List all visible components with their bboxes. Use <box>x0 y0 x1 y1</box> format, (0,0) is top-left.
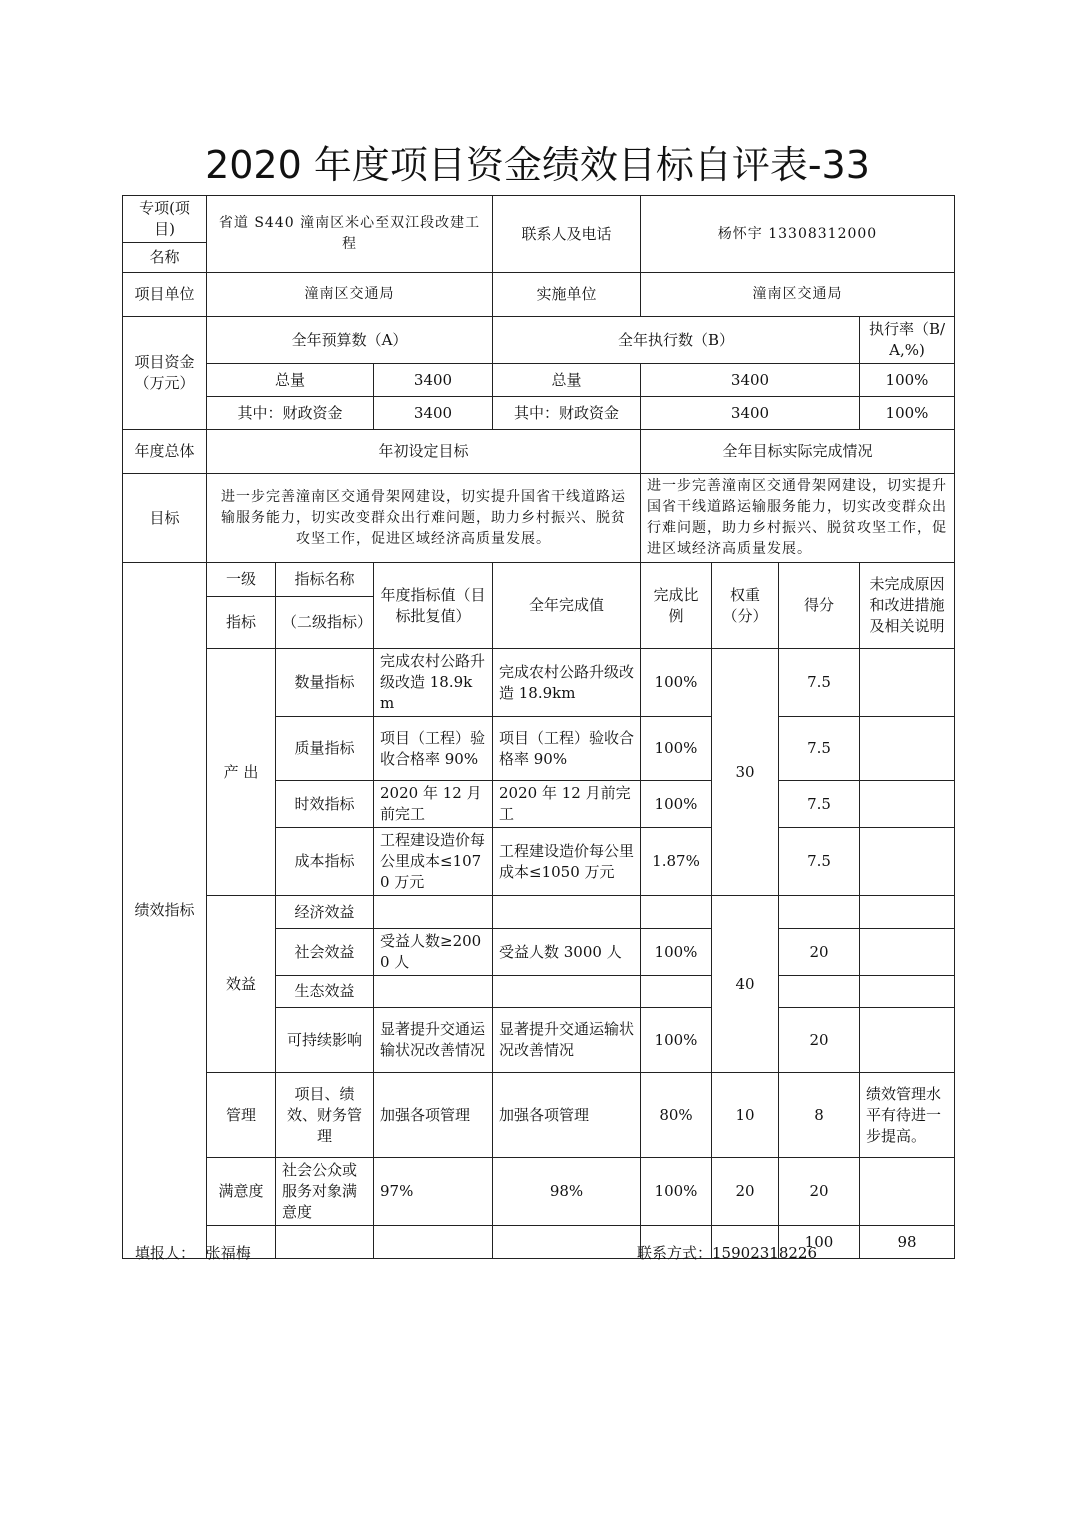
indicator-score <box>779 976 860 1008</box>
indicator-name: 可持续影响 <box>276 1008 374 1073</box>
funds-rate: 100% <box>860 364 955 397</box>
filler-label: 填报人： <box>135 1244 196 1262</box>
indicator-ratio: 100% <box>641 1158 712 1226</box>
indicator-ratio: 100% <box>641 717 712 781</box>
indicator-name: 时效指标 <box>276 781 374 828</box>
indicator-name-header-a: 指标名称 <box>276 563 374 597</box>
contact-label: 联系人及电话 <box>493 196 641 273</box>
indicator-actual <box>493 976 641 1008</box>
footer-contact-label: 联系方式： <box>637 1244 713 1262</box>
indicator-score: 7.5 <box>779 649 860 717</box>
indicator-score: 7.5 <box>779 828 860 896</box>
indicator-ratio <box>641 896 712 929</box>
indicator-ratio: 80% <box>641 1073 712 1158</box>
evaluation-table <box>122 195 955 1259</box>
page-title: 2020 年度项目资金绩效目标自评表-33 <box>205 143 870 187</box>
indicator-score: 20 <box>779 1008 860 1073</box>
indicator-actual: 2020 年 12 月前完工 <box>493 781 641 828</box>
note-header: 未完成原因和改进措施及相关说明 <box>860 563 955 649</box>
impl-unit-value: 潼南区交通局 <box>641 273 955 317</box>
table-row <box>123 1158 955 1226</box>
indicator-target: 工程建设造价每公里成本≤1070 万元 <box>374 828 493 896</box>
funds-row-total <box>123 364 955 397</box>
indicator-target: 项目（工程）验收合格率 90% <box>374 717 493 781</box>
indicator-actual: 显著提升交通运输状况改善情况 <box>493 1008 641 1073</box>
funds-rate: 100% <box>860 397 955 430</box>
indicator-note <box>860 649 955 717</box>
project-name-label: 专项(项目) <box>123 196 207 243</box>
indicator-score: 7.5 <box>779 781 860 828</box>
project-unit-label: 项目单位 <box>123 273 207 317</box>
exec-header: 全年执行数（B） <box>493 317 860 364</box>
indicator-name: 社会公众或服务对象满意度 <box>276 1158 374 1226</box>
indicator-name: 质量指标 <box>276 717 374 781</box>
table-row <box>123 896 955 929</box>
actual-goal-header: 全年目标实际完成情况 <box>641 430 955 474</box>
indicator-target: 97% <box>374 1158 493 1226</box>
funds-label-a: 其中：财政资金 <box>207 397 374 430</box>
indicator-name-header-b: （二级指标） <box>276 597 374 649</box>
indicator-target <box>374 896 493 929</box>
indicator-target: 完成农村公路升级改造 18.9km <box>374 649 493 717</box>
indicator-note <box>860 929 955 976</box>
score-header: 得分 <box>779 563 860 649</box>
satis-label: 满意度 <box>207 1158 276 1226</box>
funds-value-a: 3400 <box>374 364 493 397</box>
indicator-actual: 项目（工程）验收合格率 90% <box>493 717 641 781</box>
benefit-weight: 40 <box>712 896 779 1073</box>
indicator-actual <box>493 896 641 929</box>
budget-header: 全年预算数（A） <box>207 317 493 364</box>
table-row <box>123 649 955 717</box>
total-weight: 100 <box>779 1226 860 1259</box>
indicator-actual: 加强各项管理 <box>493 1073 641 1158</box>
actual-goal-text: 进一步完善潼南区交通骨架网建设，切实提升国省干线道路运输服务能力，切实改变群众出行难问题，助力乡村振兴、脱贫攻坚工作，促进区域经济高质量发展。 <box>641 474 955 563</box>
project-unit-value: 潼南区交通局 <box>207 273 493 317</box>
indicator-actual: 98% <box>493 1158 641 1226</box>
indicator-note <box>860 828 955 896</box>
benefit-label: 效益 <box>207 896 276 1073</box>
indicator-target: 2020 年 12 月前完工 <box>374 781 493 828</box>
funds-label: 项目资金（万元） <box>123 317 207 430</box>
contact-value: 杨怀宇 13308312000 <box>641 196 955 273</box>
indicator-actual: 受益人数 3000 人 <box>493 929 641 976</box>
indicator-target: 受益人数≥2000 人 <box>374 929 493 976</box>
perf-label: 绩效指标 <box>123 563 207 1259</box>
indicator-actual: 完成农村公路升级改造 18.9km <box>493 649 641 717</box>
indicator-name: 数量指标 <box>276 649 374 717</box>
project-name-value: 省道 S440 潼南区米心至双江段改建工程 <box>207 196 493 273</box>
goal-label: 目标 <box>123 474 207 563</box>
indicator-target: 加强各项管理 <box>374 1073 493 1158</box>
indicator-name: 成本指标 <box>276 828 374 896</box>
filler-info <box>135 1243 251 1263</box>
contact-info <box>637 1243 817 1263</box>
indicator-score: 20 <box>779 1158 860 1226</box>
indicator-note <box>860 976 955 1008</box>
indicator-ratio: 100% <box>641 1008 712 1073</box>
indicator-name: 社会效益 <box>276 929 374 976</box>
footer-contact-value: 15902318226 <box>712 1244 817 1262</box>
annual-label: 年度总体 <box>123 430 207 474</box>
table-row <box>123 1073 955 1158</box>
indicator-score: 8 <box>779 1073 860 1158</box>
funds-row-fiscal <box>123 397 955 430</box>
mgmt-label: 管理 <box>207 1073 276 1158</box>
indicator-target <box>374 976 493 1008</box>
indicator-ratio: 1.87% <box>641 828 712 896</box>
indicator-name: 项目、绩效、财务管理 <box>276 1073 374 1158</box>
project-name-label-2: 名称 <box>123 243 207 273</box>
impl-unit-label: 实施单位 <box>493 273 641 317</box>
indicator-note <box>860 1008 955 1073</box>
funds-label-b: 其中：财政资金 <box>493 397 641 430</box>
annual-value-header: 年度指标值（目标批复值） <box>374 563 493 649</box>
indicator-name: 经济效益 <box>276 896 374 929</box>
indicator-note <box>860 781 955 828</box>
filler-name: 张福梅 <box>205 1244 251 1262</box>
indicator-note <box>860 896 955 929</box>
output-weight: 30 <box>712 649 779 896</box>
total-score: 98 <box>860 1226 955 1259</box>
mgmt-weight: 10 <box>712 1073 779 1158</box>
satis-weight: 20 <box>712 1158 779 1226</box>
indicator-ratio: 100% <box>641 649 712 717</box>
level1-header-b: 指标 <box>207 597 276 649</box>
indicator-note: 绩效管理水平有待进一步提高。 <box>860 1073 955 1158</box>
indicator-score: 20 <box>779 929 860 976</box>
funds-label-a: 总量 <box>207 364 374 397</box>
indicator-ratio: 100% <box>641 929 712 976</box>
initial-goal-text: 进一步完善潼南区交通骨架网建设，切实提升国省干线道路运输服务能力，切实改变群众出行难问题，助力乡村振兴、脱贫攻坚工作，促进区域经济高质量发展。 <box>207 474 641 563</box>
rate-header: 执行率（B/A,%) <box>860 317 955 364</box>
output-label: 产 出 <box>207 649 276 896</box>
indicator-note <box>860 717 955 781</box>
indicator-name: 生态效益 <box>276 976 374 1008</box>
indicator-target: 显著提升交通运输状况改善情况 <box>374 1008 493 1073</box>
funds-label-b: 总量 <box>493 364 641 397</box>
indicator-actual: 工程建设造价每公里成本≤1050 万元 <box>493 828 641 896</box>
indicator-ratio: 100% <box>641 781 712 828</box>
complete-value-header: 全年完成值 <box>493 563 641 649</box>
initial-goal-header: 年初设定目标 <box>207 430 641 474</box>
indicator-score: 7.5 <box>779 717 860 781</box>
funds-value-a: 3400 <box>374 397 493 430</box>
ratio-header: 完成比例 <box>641 563 712 649</box>
funds-value-b: 3400 <box>641 364 860 397</box>
indicator-score <box>779 896 860 929</box>
level1-header-a: 一级 <box>207 563 276 597</box>
indicator-note <box>860 1158 955 1226</box>
funds-value-b: 3400 <box>641 397 860 430</box>
indicator-ratio <box>641 976 712 1008</box>
weight-header: 权重（分） <box>712 563 779 649</box>
